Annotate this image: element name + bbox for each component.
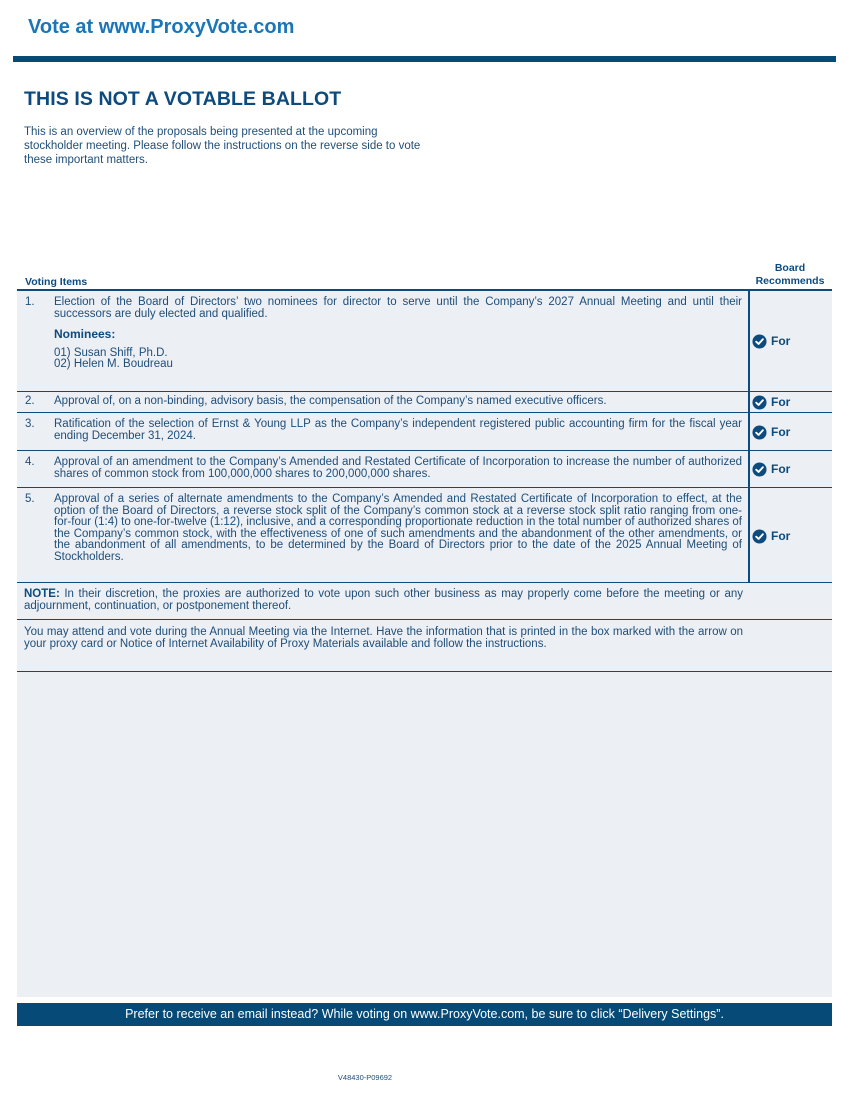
row-divider xyxy=(17,391,832,392)
recommend-column-divider xyxy=(748,289,750,583)
nominees-label: Nominees: xyxy=(54,327,116,341)
table-row xyxy=(17,494,748,580)
recommendation-label: For xyxy=(771,529,791,543)
check-circle-icon xyxy=(752,529,767,544)
voting-items-label: Voting Items xyxy=(25,276,88,288)
check-circle-icon xyxy=(752,425,767,440)
item-text: Ratification of the selection of Ernst & Young LLP as the Company’s independent registered public accounting firm for the fiscal year ending December 31, 2024. xyxy=(54,418,742,442)
row-divider xyxy=(17,619,832,620)
page-title: THIS IS NOT A VOTABLE BALLOT xyxy=(24,88,342,110)
table-row xyxy=(17,396,748,410)
item-number: 3. xyxy=(25,418,35,430)
item-number: 5. xyxy=(25,493,35,505)
check-circle-icon xyxy=(752,334,767,349)
recommendation-label: For xyxy=(771,425,791,439)
row-divider xyxy=(17,671,832,672)
table-row xyxy=(17,419,748,447)
item-text: Approval of, on a non-binding, advisory basis, the compensation of the Company’s named executive officers. xyxy=(54,395,607,407)
note-body: In their discretion, the proxies are authorized to vote upon such other business as may properly come before the meeting or any adjournment, continuation, or postponement thereof. xyxy=(24,588,743,612)
check-circle-icon xyxy=(752,395,767,410)
recommendation-label: For xyxy=(771,462,791,476)
recommendation-for xyxy=(752,460,812,478)
item-number: 1. xyxy=(25,296,35,308)
item-number: 4. xyxy=(25,456,35,468)
recommendation-label: For xyxy=(771,334,791,348)
recommendation-for xyxy=(752,527,812,545)
row-divider xyxy=(17,412,832,413)
row-divider xyxy=(17,487,832,488)
item-text: Approval of a series of alternate amendments to the Company’s Amended and Restated Certificate of Incorporation to effect, at the option of the Board of Directors, a reverse stock split of the Company’s common stock at a reverse stock split ratio ranging from one-for-four (1:4) to one-for-twelve (1:12), inclusive, and a corresponding proportionate reduction in the total number of authorized shares of the Company’s common stock, with the effectiveness of one of such amendments and the abandonment of the other amendments, or the abandonment of all amendments, to be determined by the Board of Directors prior to the date of the 2025 Annual Meeting of Stockholders. xyxy=(54,493,742,563)
recommendation-for xyxy=(752,423,812,441)
check-circle-icon xyxy=(752,462,767,477)
note-label: NOTE: xyxy=(24,588,60,600)
nominee-item: 02) Helen M. Boudreau xyxy=(54,358,173,370)
attend-text: You may attend and vote during the Annual Meeting via the Internet. Have the information that is printed in the box marked with the arrow on your proxy card or Notice of Internet Availability of Proxy Materials available and follow the instructions. xyxy=(24,626,743,650)
header-divider xyxy=(13,56,836,62)
recommendation-for xyxy=(752,332,812,350)
note-text xyxy=(24,588,743,612)
delivery-settings-banner: Prefer to receive an email instead? While voting on www.ProxyVote.com, be sure to click “Delivery Settings”. xyxy=(17,1003,832,1026)
table-row xyxy=(17,297,748,389)
item-text: Approval of an amendment to the Company’s Amended and Restated Certificate of Incorporation to increase the number of authorized shares of common stock from 100,000,000 shares to 200,000,000 shares. xyxy=(54,456,742,480)
recommendation-for xyxy=(752,393,812,411)
item-text: Election of the Board of Directors’ two nominees for director to serve until the Company’s 2027 Annual Meeting and until their successors are duly elected and qualified. xyxy=(54,296,742,320)
item-number: 2. xyxy=(25,395,35,407)
nominee-item: 01) Susan Shiff, Ph.D. xyxy=(54,346,168,359)
recommendation-label: For xyxy=(771,395,791,409)
document-code: V48430-P09692 xyxy=(337,1073,393,1082)
table-top-rule xyxy=(17,289,832,291)
row-divider xyxy=(17,582,832,583)
table-row xyxy=(17,457,748,485)
board-recommends-label: Board Recommends xyxy=(755,262,825,287)
intro-text: This is an overview of the proposals being presented at the upcoming stockholder meeting. Please follow the instructions on the reverse side to vote these important matters. xyxy=(24,126,421,166)
header-title: Vote at www.ProxyVote.com xyxy=(28,16,295,38)
row-divider xyxy=(17,450,832,451)
